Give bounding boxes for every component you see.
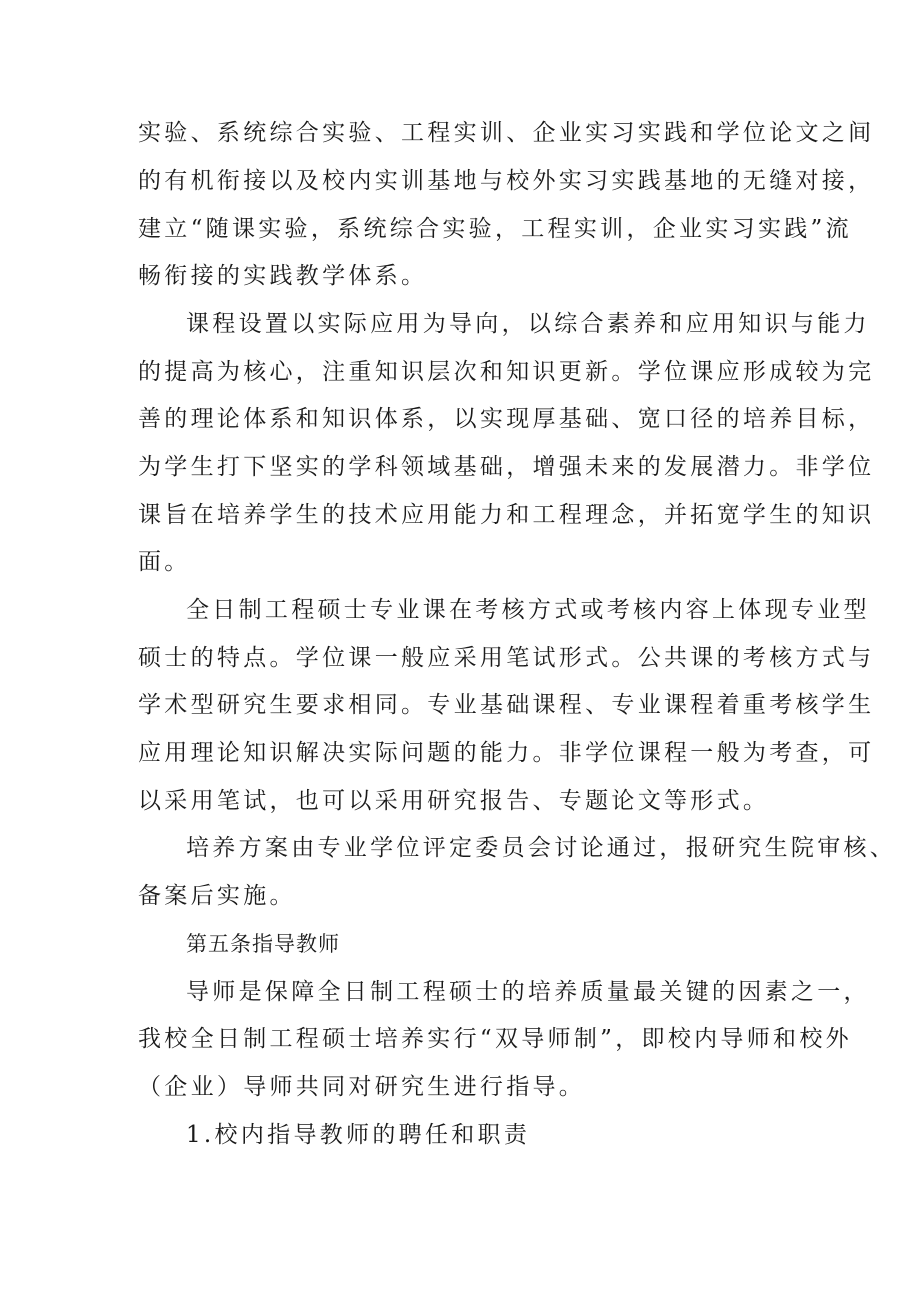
text-line: 实验、系统综合实验、工程实训、企业实习实践和学位论文之间: [138, 120, 875, 146]
text-line: 的提高为核心，注重知识层次和知识更新。学位课应形成较为完: [138, 359, 875, 385]
text-line: 为学生打下坚实的学科领域基础，增强未来的发展潜力。非学位: [138, 454, 875, 480]
text-line: 的有机衔接以及校内实训基地与校外实习实践基地的无缝对接，: [138, 168, 875, 194]
paragraph-start-line: 导师是保障全日制工程硕士的培养质量最关键的因素之一，: [186, 979, 870, 1005]
text-line: 硕士的特点。学位课一般应采用笔试形式。公共课的考核方式与: [138, 645, 875, 671]
text-line: 善的理论体系和知识体系，以实现厚基础、宽口径的培养目标，: [138, 406, 875, 432]
text-line: 以采用笔试，也可以采用研究报告、专题论文等形式。: [138, 788, 770, 814]
text-line: 学术型研究生要求相同。专业基础课程、专业课程着重考核学生: [138, 692, 875, 718]
text-line: 备案后实施。: [138, 883, 296, 909]
section-heading: 第五条指导教师: [186, 932, 340, 956]
text-line: 建立“随课实验，系统综合实验，工程实训，企业实习实践”流: [138, 216, 852, 242]
paragraph-start-line: 培养方案由专业学位评定委员会讨论通过，报研究生院审核、: [186, 835, 897, 861]
text-line: 畅衔接的实践教学体系。: [138, 263, 428, 289]
paragraph-start-line: 全日制工程硕士专业课在考核方式或考核内容上体现专业型: [186, 597, 870, 623]
text-line: 课旨在培养学生的技术应用能力和工程理念，并拓宽学生的知识: [138, 502, 875, 528]
text-line: 应用理论知识解决实际问题的能力。非学位课程一般为考查，可: [138, 740, 875, 766]
paragraph-start-line: 课程设置以实际应用为导向，以综合素养和应用知识与能力: [186, 311, 870, 337]
text-line: 面。: [138, 549, 191, 575]
subsection-heading: 1.校内指导教师的聘任和职责: [186, 1122, 531, 1148]
text-line: 我校全日制工程硕士培养实行“双导师制”，即校内导师和校外: [138, 1026, 852, 1052]
text-line: （企业）导师共同对研究生进行指导。: [138, 1074, 586, 1100]
